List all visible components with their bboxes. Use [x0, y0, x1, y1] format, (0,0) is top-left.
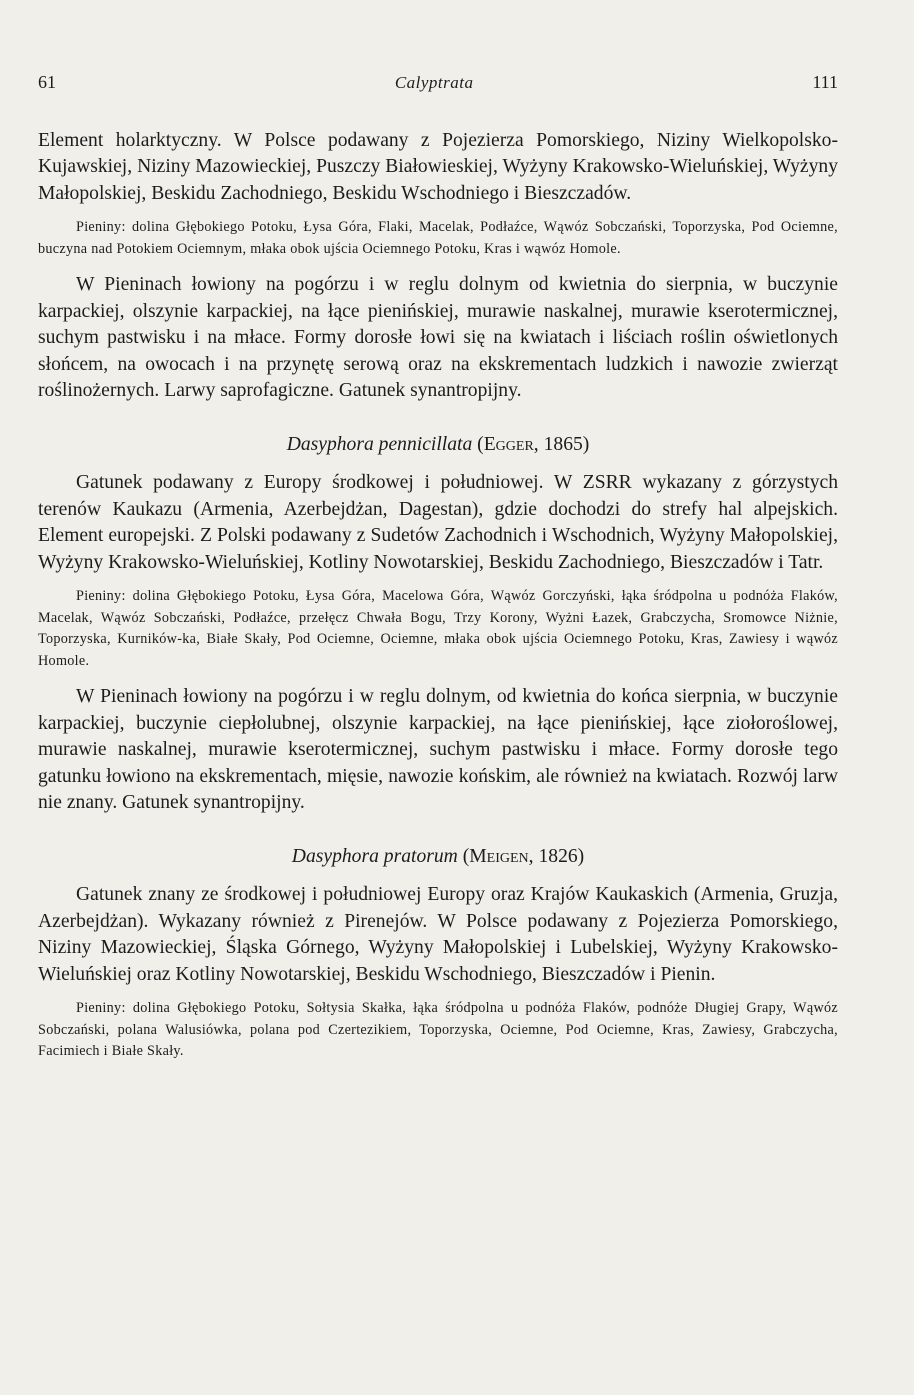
species-author: Meigen	[469, 846, 529, 868]
species-year: , 1826)	[528, 846, 585, 868]
paragraph-distribution-1: Element holarktyczny. W Polsce podawany z Pojezierza Pomorskiego, Niziny Wielkopolsko-Kujawskiej, Niziny Mazowieckiej, Puszczy Białowieskiej, Wyżyny Krakowsko-Wieluńskiej, Wyżyny Małopolskiej, Beskidu Zachodniego, Beskidu Wschodniego i Bieszczadów.	[38, 130, 838, 204]
page-number: 111	[812, 72, 838, 92]
localities-3: Pieniny: dolina Głębokiego Potoku, Sołtysia Skałka, łąka śródpolna u podnóża Flaków, podnóże Długiej Grapy, Wąwóz Sobczański, polana Walusiówka, polana pod Czertezikiem, Toporzyska, Ociemne, Pod Ociemne, Kras, Zawiesy, Grabczycha, Facimiech i Białe Skały.	[38, 1000, 838, 1060]
paragraph-ecology-1: W Pieninach łowiony na pogórzu i w reglu dolnym od kwietnia do sierpnia, w buczynie karpackiej, olszynie karpackiej, na łące pienińskiej, murawie naskalnej, murawie kserotermicznej, suchym pastwisku i na młace. Formy dorosłe łowi się na kwiatach i liściach roślin oświetlonych słońcem, na owocach i na przynętę serową oraz na ekskrementach ludzkich i nawozie zwierząt roślinożernych. Larwy saprofagiczne. Gatunek synantropijny.	[38, 274, 838, 402]
species-name: Dasyphora pratorum	[291, 846, 458, 868]
species-heading-pratorum: Dasyphora pratorum (Meigen, 1826)	[291, 846, 585, 868]
species-heading-pennicillata: Dasyphora pennicillata (Egger, 1865)	[286, 434, 590, 456]
species-author: Egger	[483, 434, 534, 456]
running-header	[38, 72, 838, 93]
header-title: Calyptrata	[394, 73, 474, 92]
header-left-number: 61	[38, 72, 56, 92]
species-name: Dasyphora pennicillata	[286, 434, 473, 456]
paragraph-distribution-3: Gatunek znany ze środkowej i południowej Europy oraz Krajów Kaukaskich (Armenia, Gruzja, Azerbejdżan). Wykazany również z Pirenejów. W Polsce podawany z Pojezierza Pomorskiego, Niziny Mazowieckiej, Śląska Górnego, Wyżyny Małopolskiej i Lubelskiej, Wyżyny Krakowsko-Wieluńskiej oraz Kotliny Nowotarskiej, Beskidu Wschodniego, Bieszczadów i Pienin.	[38, 884, 838, 985]
localities-2: Pieniny: dolina Głębokiego Potoku, Łysa Góra, Macelowa Góra, Wąwóz Gorczyński, łąka śródpolna u podnóża Flaków, Macelak, Wąwóz Sobczański, Podłaźce, przełęcz Chwała Bogu, Trzy Korony, Wyżni Łazek, Grabczycha, Sromowce Niżnie, Toporzyska, Kurników-ka, Białe Skały, Pod Ociemne, Ociemne, młaka obok ujścia Ociemnego Potoku, Kras, Zawiesy i wąwóz Homole.	[38, 588, 838, 669]
paragraph-ecology-2: W Pieninach łowiony na pogórzu i w reglu dolnym, od kwietnia do końca sierpnia, w buczynie karpackiej, buczynie ciepłolubnej, olszynie karpackiej, na łące pienińskiej, łące ziołoroślowej, murawie naskalnej, murawie kserotermicznej, suchym pastwisku i młace. Formy dorosłe tego gatunku łowiono na ekskrementach, mięsie, nawozie końskim, ale również na kwiatach. Rozwój larw nie znany. Gatunek synantropijny.	[38, 686, 838, 814]
localities-1: Pieniny: dolina Głębokiego Potoku, Łysa Góra, Flaki, Macelak, Podłaźce, Wąwóz Sobczański, Toporzyska, Pod Ociemne, buczyna nad Potokiem Ociemnym, młaka obok ujścia Ociemnego Potoku, Kras i wąwóz Homole.	[38, 219, 838, 257]
paragraph-distribution-2: Gatunek podawany z Europy środkowej i południowej. W ZSRR wykazany z górzystych terenów Kaukazu (Armenia, Azerbejdżan, Dagestan), gdzie dochodzi do strefy hal alpejskich. Element europejski. Z Polski podawany z Sudetów Zachodnich i Wschodnich, Wyżyny Małopolskiej, Wyżyny Krakowsko-Wieluńskiej, Kotliny Nowotarskiej, Beskidu Zachodniego, Bieszczadów i Tatr.	[38, 472, 838, 573]
page-content	[38, 128, 838, 1063]
species-year: , 1865)	[533, 434, 590, 456]
